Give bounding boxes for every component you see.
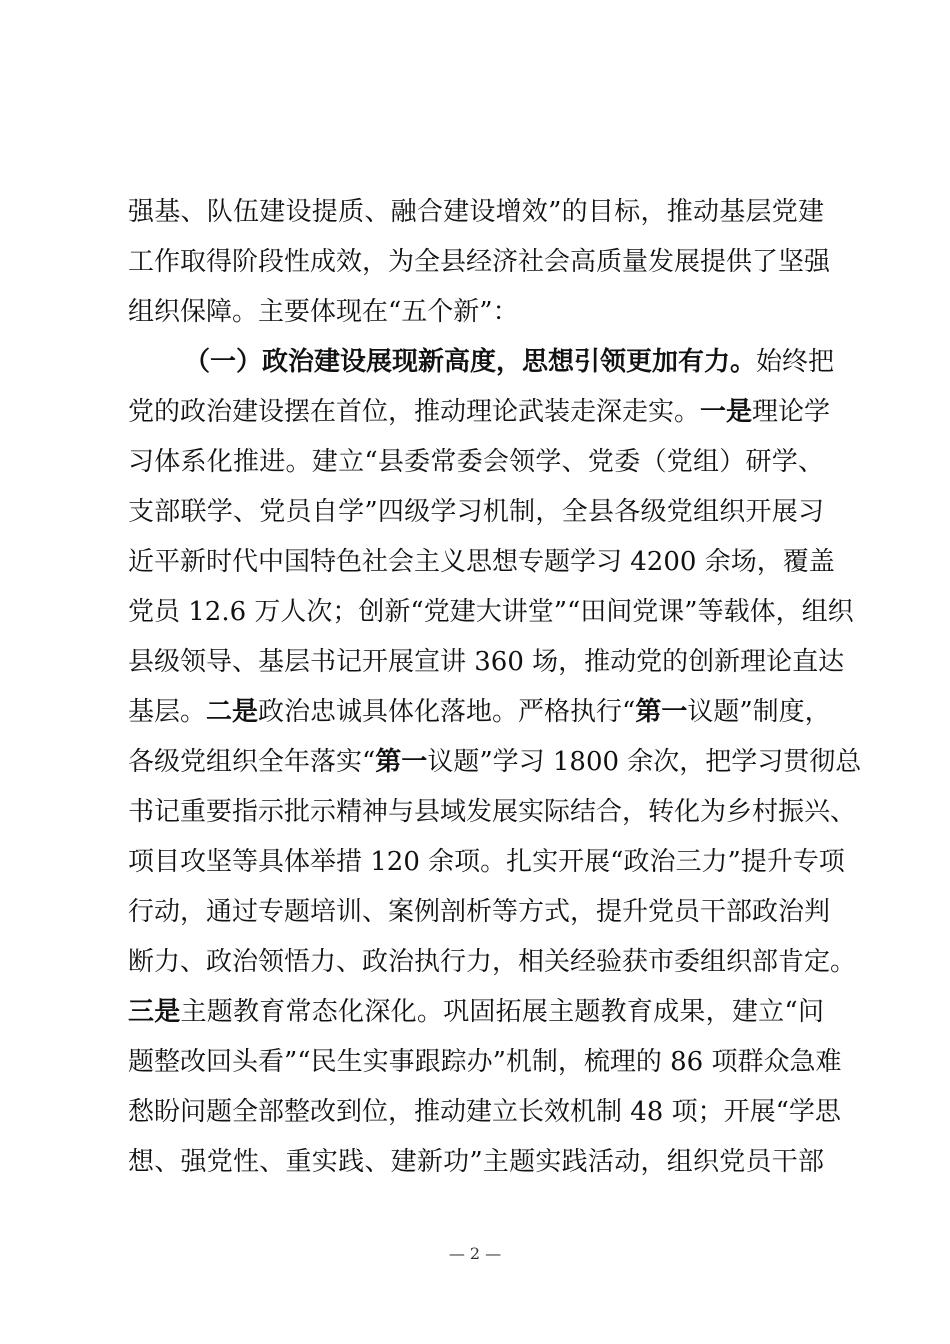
page-number: — 2 —	[448, 1244, 502, 1263]
body-text: 县级领导、基层书记开展宣讲 360 场，推动党的创新理论直达	[128, 647, 845, 677]
body-text: 议题”制度，	[687, 697, 831, 727]
body-text: 党员 12.6 万人次；创新“党建大讲堂”“田间党课”等载体，组织	[128, 597, 854, 627]
text-line	[128, 743, 862, 793]
text-line	[128, 393, 831, 443]
body-text: 愁盼问题全部整改到位，推动建立长效机制 48 项；开展“学思	[128, 1097, 841, 1127]
body-text: 主题教育常态化深化。巩固拓展主题教育成果，建立“问	[180, 997, 824, 1027]
text-line	[128, 343, 835, 393]
text-line	[128, 793, 857, 843]
body-text: 题整改回头看”“民生实事跟踪办”机制，梳理的 86 项群众急难	[128, 1047, 842, 1077]
body-text: 想、强党性、重实践、建新功”主题实践活动，组织党员干部	[128, 1147, 824, 1177]
text-line	[128, 443, 824, 493]
body-text: 党的政治建设摆在首位，推动理论武装走深走实。	[128, 397, 701, 427]
bold-text: 第一	[635, 697, 688, 727]
body-text: 工作取得阶段性成效，为全县经济社会高质量发展提供了坚强	[128, 247, 831, 277]
body-text: 支部联学、党员自学”四级学习机制，全县各级党组织开展习	[128, 497, 824, 527]
bold-text: 二是	[206, 697, 259, 727]
body-text: 书记重要指示批示精神与县域发展实际结合，转化为乡村振兴、	[128, 797, 857, 827]
text-line	[128, 193, 824, 243]
text-line	[128, 693, 831, 743]
body-text: 各级党组织全年落实“	[128, 747, 376, 777]
bold-text: 一是	[700, 397, 753, 427]
text-line	[128, 1143, 824, 1193]
body-text: 行动，通过专题培训、案例剖析等方式，提升党员干部政治判	[128, 897, 831, 927]
text-line	[128, 293, 824, 343]
text-line	[128, 843, 845, 893]
body-text: 组织保障。主要体现在“五个新”：	[128, 297, 519, 327]
text-line	[128, 1043, 842, 1093]
body-text: 习体系化推进。建立“县委常委会领学、党委（党组）研学、	[128, 447, 824, 477]
text-line	[128, 1093, 841, 1143]
text-line	[128, 593, 854, 643]
text-line	[128, 893, 831, 943]
body-text: 项目攻坚等具体举措 120 余项。扎实开展“政治三力”提升专项	[128, 847, 845, 877]
text-line	[128, 943, 857, 993]
body-text: 近平新时代中国特色社会主义思想专题学习 4200 余场，覆盖	[128, 547, 835, 577]
body-text: 强基、队伍建设提质、融合建设增效”的目标，推动基层党建	[128, 197, 824, 227]
body-text: 断力、政治领悟力、政治执行力，相关经验获市委组织部肯定。	[128, 947, 857, 977]
text-line	[128, 993, 824, 1043]
body-text: 始终把	[756, 347, 835, 377]
body-text: 政治忠诚具体化落地。严格执行“	[258, 697, 636, 727]
bold-text: 第一	[375, 747, 428, 777]
body-text: 理论学	[752, 397, 831, 427]
text-line	[128, 643, 845, 693]
document-body	[128, 193, 862, 1193]
bold-text: 三是	[128, 997, 181, 1027]
bold-text: （一）政治建设展现新高度，思想引领更加有力。	[184, 347, 757, 377]
text-line	[128, 543, 835, 593]
body-text: 基层。	[128, 697, 207, 727]
text-line	[128, 243, 831, 293]
body-text: 议题”学习 1800 余次，把学习贯彻总	[427, 747, 862, 777]
text-line	[128, 493, 824, 543]
